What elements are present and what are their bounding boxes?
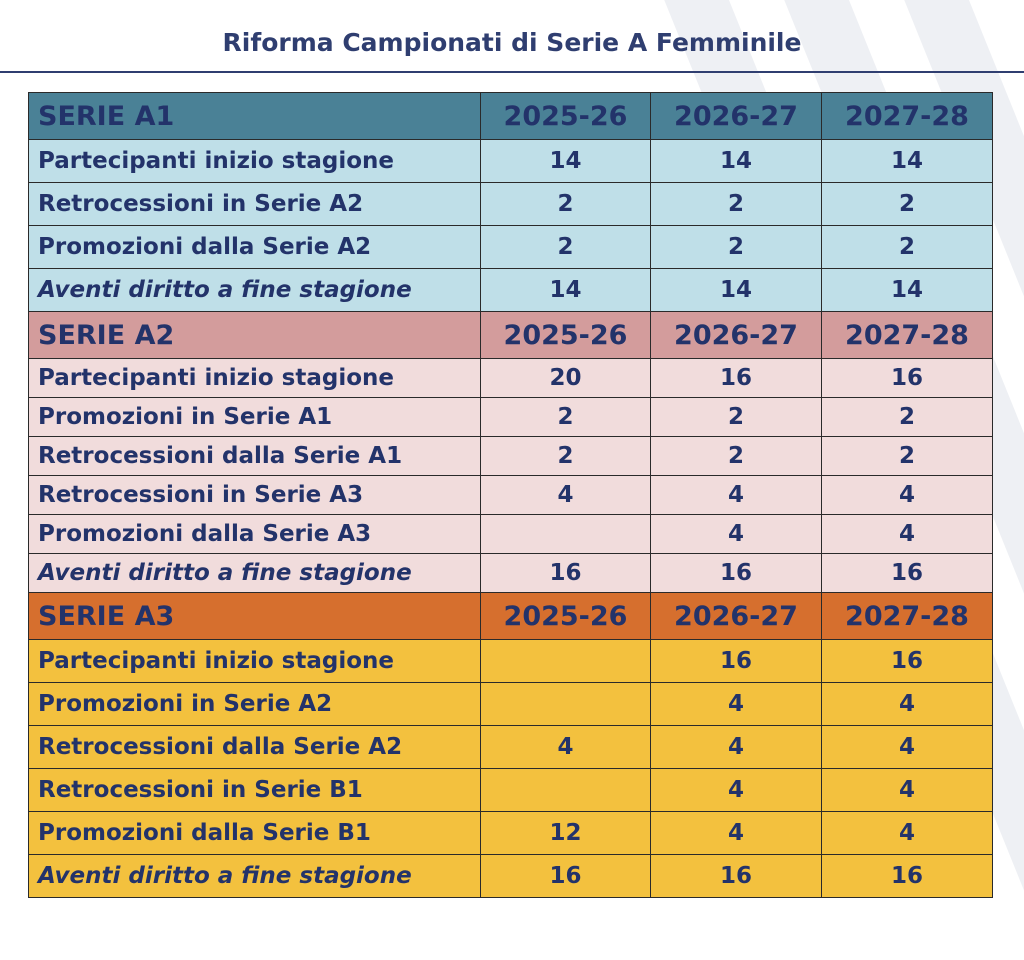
table-row bbox=[29, 855, 993, 898]
table-row bbox=[29, 269, 993, 312]
value-cell: 4 bbox=[822, 726, 993, 769]
value-cell: 14 bbox=[651, 140, 822, 183]
value-cell: 14 bbox=[822, 140, 993, 183]
season-header: 2025-26 bbox=[481, 312, 651, 359]
season-header: 2027-28 bbox=[822, 593, 993, 640]
table-row bbox=[29, 140, 993, 183]
value-cell: 2 bbox=[481, 437, 651, 476]
value-cell: 4 bbox=[822, 515, 993, 554]
value-cell: 2 bbox=[822, 398, 993, 437]
row-label: Partecipanti inizio stagione bbox=[29, 359, 481, 398]
season-header: 2026-27 bbox=[651, 93, 822, 140]
section-name: SERIE A1 bbox=[29, 93, 481, 140]
value-cell: 20 bbox=[481, 359, 651, 398]
value-cell: 2 bbox=[822, 226, 993, 269]
section-header-row bbox=[29, 312, 993, 359]
row-label: Retrocessioni dalla Serie A1 bbox=[29, 437, 481, 476]
value-cell bbox=[481, 769, 651, 812]
value-cell: 4 bbox=[651, 683, 822, 726]
season-header: 2025-26 bbox=[481, 593, 651, 640]
section-header-row bbox=[29, 593, 993, 640]
value-cell: 4 bbox=[481, 726, 651, 769]
value-cell: 4 bbox=[651, 812, 822, 855]
table-row bbox=[29, 398, 993, 437]
row-label: Promozioni in Serie A2 bbox=[29, 683, 481, 726]
section-header-row bbox=[29, 93, 993, 140]
value-cell: 14 bbox=[822, 269, 993, 312]
table-row bbox=[29, 812, 993, 855]
reform-table bbox=[28, 92, 993, 898]
value-cell: 16 bbox=[651, 554, 822, 593]
value-cell bbox=[481, 683, 651, 726]
table-row bbox=[29, 226, 993, 269]
value-cell: 4 bbox=[481, 476, 651, 515]
value-cell: 4 bbox=[651, 726, 822, 769]
value-cell: 4 bbox=[822, 683, 993, 726]
value-cell: 4 bbox=[651, 515, 822, 554]
value-cell: 14 bbox=[481, 269, 651, 312]
season-header: 2025-26 bbox=[481, 93, 651, 140]
value-cell: 16 bbox=[651, 855, 822, 898]
value-cell: 4 bbox=[822, 769, 993, 812]
section-serie-a2 bbox=[29, 312, 993, 593]
value-cell: 14 bbox=[481, 140, 651, 183]
row-label: Retrocessioni in Serie B1 bbox=[29, 769, 481, 812]
value-cell: 16 bbox=[651, 640, 822, 683]
section-name: SERIE A3 bbox=[29, 593, 481, 640]
value-cell: 16 bbox=[822, 855, 993, 898]
value-cell: 16 bbox=[481, 554, 651, 593]
value-cell bbox=[481, 640, 651, 683]
value-cell: 2 bbox=[481, 398, 651, 437]
value-cell bbox=[481, 515, 651, 554]
value-cell: 2 bbox=[651, 183, 822, 226]
value-cell: 2 bbox=[822, 183, 993, 226]
value-cell: 4 bbox=[822, 812, 993, 855]
value-cell: 2 bbox=[651, 398, 822, 437]
row-label: Promozioni dalla Serie A3 bbox=[29, 515, 481, 554]
value-cell: 16 bbox=[822, 554, 993, 593]
table-row bbox=[29, 769, 993, 812]
value-cell: 2 bbox=[481, 226, 651, 269]
table-row bbox=[29, 554, 993, 593]
value-cell: 2 bbox=[651, 226, 822, 269]
value-cell: 12 bbox=[481, 812, 651, 855]
row-label: Aventi diritto a fine stagione bbox=[29, 554, 481, 593]
section-name: SERIE A2 bbox=[29, 312, 481, 359]
table-row bbox=[29, 515, 993, 554]
row-label: Retrocessioni dalla Serie A2 bbox=[29, 726, 481, 769]
table-row bbox=[29, 683, 993, 726]
row-label: Aventi diritto a fine stagione bbox=[29, 269, 481, 312]
value-cell: 16 bbox=[822, 359, 993, 398]
value-cell: 4 bbox=[822, 476, 993, 515]
value-cell: 2 bbox=[651, 437, 822, 476]
section-serie-a1 bbox=[29, 93, 993, 312]
row-label: Partecipanti inizio stagione bbox=[29, 640, 481, 683]
value-cell: 16 bbox=[822, 640, 993, 683]
season-header: 2026-27 bbox=[651, 312, 822, 359]
row-label: Promozioni in Serie A1 bbox=[29, 398, 481, 437]
title-divider bbox=[0, 71, 1024, 73]
row-label: Promozioni dalla Serie B1 bbox=[29, 812, 481, 855]
page-title: Riforma Campionati di Serie A Femminile bbox=[222, 28, 802, 57]
row-label: Partecipanti inizio stagione bbox=[29, 140, 481, 183]
table-row bbox=[29, 640, 993, 683]
row-label: Retrocessioni in Serie A2 bbox=[29, 183, 481, 226]
table-row bbox=[29, 437, 993, 476]
season-header: 2027-28 bbox=[822, 93, 993, 140]
section-serie-a3 bbox=[29, 593, 993, 898]
table-row bbox=[29, 476, 993, 515]
value-cell: 16 bbox=[651, 359, 822, 398]
value-cell: 2 bbox=[822, 437, 993, 476]
table-row bbox=[29, 359, 993, 398]
value-cell: 2 bbox=[481, 183, 651, 226]
season-header: 2027-28 bbox=[822, 312, 993, 359]
table-row bbox=[29, 183, 993, 226]
value-cell: 14 bbox=[651, 269, 822, 312]
value-cell: 4 bbox=[651, 476, 822, 515]
value-cell: 4 bbox=[651, 769, 822, 812]
row-label: Promozioni dalla Serie A2 bbox=[29, 226, 481, 269]
season-header: 2026-27 bbox=[651, 593, 822, 640]
row-label: Aventi diritto a fine stagione bbox=[29, 855, 481, 898]
table-row bbox=[29, 726, 993, 769]
value-cell: 16 bbox=[481, 855, 651, 898]
row-label: Retrocessioni in Serie A3 bbox=[29, 476, 481, 515]
